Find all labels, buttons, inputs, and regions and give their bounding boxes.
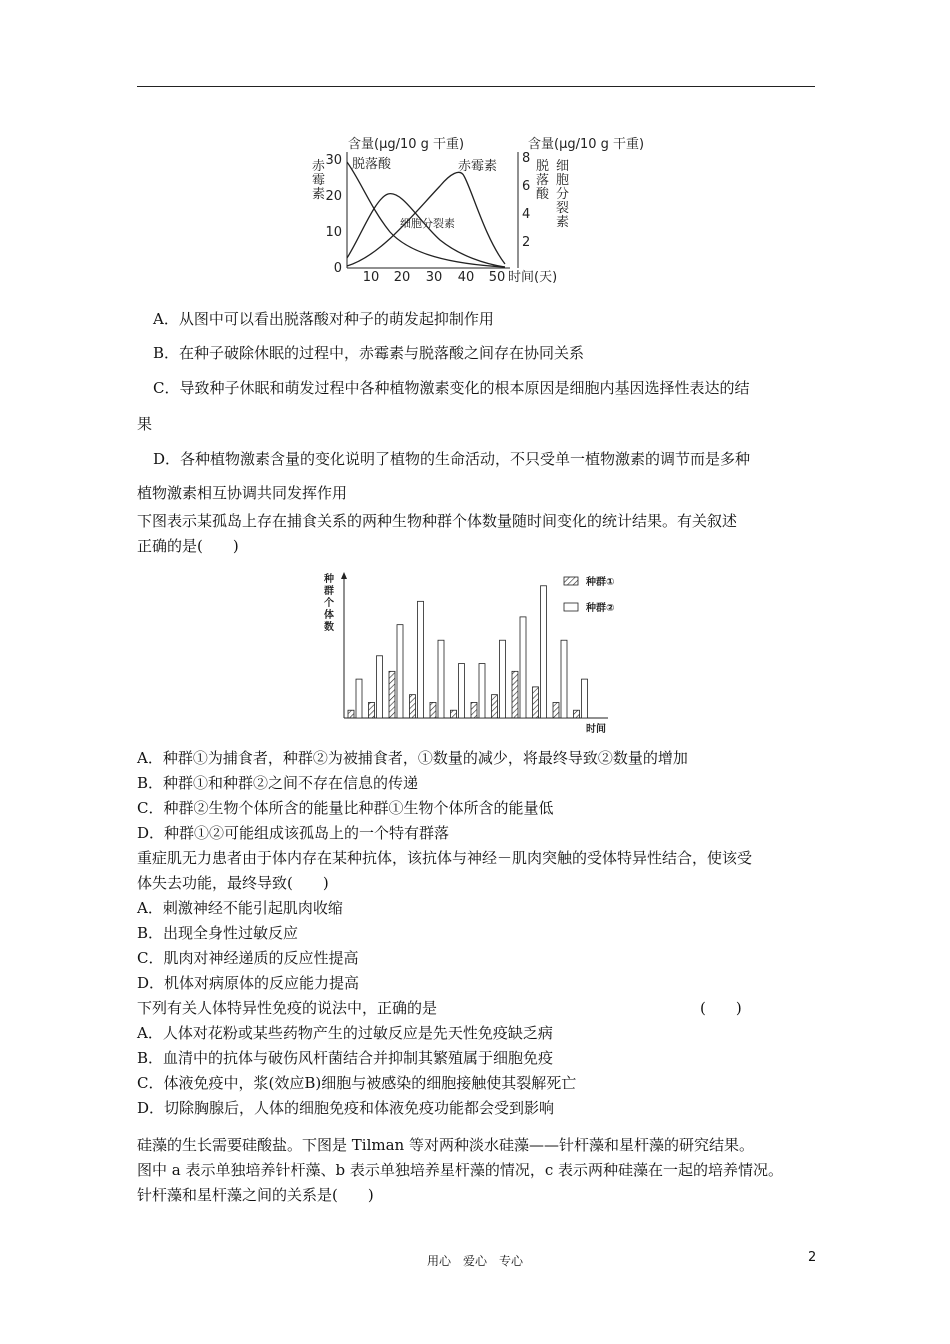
bar-population-1 <box>430 702 436 718</box>
prev-option-c-cont: 果 <box>137 415 153 433</box>
bar-population-1 <box>533 687 539 718</box>
q2-option-c: C．种群②生物个体所含的能量比种群①生物个体所含的能量低 <box>137 799 554 817</box>
bar-population-1 <box>492 695 498 718</box>
population-bar-chart <box>318 568 638 740</box>
bar-population-1 <box>451 710 457 718</box>
page-number: 2 <box>808 1250 817 1265</box>
svg-text:裂: 裂 <box>556 201 570 216</box>
prev-option-c: C．导致种子休眠和萌发过程中各种植物激素变化的根本原因是细胞内基因选择性表达的结 <box>153 379 750 397</box>
svg-text:群: 群 <box>324 586 334 597</box>
right-side-label-ck <box>556 159 569 230</box>
svg-text:个: 个 <box>324 598 334 609</box>
bar-population-2 <box>500 640 506 718</box>
bar-population-2 <box>356 679 362 718</box>
bar-population-1 <box>369 702 375 718</box>
q4-option-d: D．切除胸腺后，人体的细胞免疫和体液免疫功能都会受到影响 <box>137 1099 555 1117</box>
aba-curve-label: 脱落酸 <box>352 157 392 172</box>
x-axis-label: 时间(天) <box>508 270 558 285</box>
q2-option-b: B．种群①和种群②之间不存在信息的传递 <box>137 774 419 792</box>
bar-population-2 <box>459 664 465 718</box>
svg-text:酸: 酸 <box>536 187 550 202</box>
right-tick: 6 <box>522 179 531 194</box>
q4-answer-paren: ( ) <box>700 999 742 1017</box>
x-tick: 20 <box>393 270 411 285</box>
q4-option-b: B．血清中的抗体与破伤风杆菌结合并抑制其繁殖属于细胞免疫 <box>137 1049 554 1067</box>
right-side-label-aba <box>536 159 550 202</box>
bar-population-2 <box>418 601 424 718</box>
svg-text:分: 分 <box>556 187 570 202</box>
bar-population-1 <box>471 702 477 718</box>
legend-label-1: 种群① <box>586 577 615 588</box>
bar-population-2 <box>397 625 403 718</box>
left-tick: 10 <box>325 225 342 240</box>
footer-text: 用心 爱心 专心 <box>426 1254 523 1268</box>
bar-population-2 <box>561 640 567 718</box>
right-axis-label: 含量(μg/10 g 干重) <box>528 137 645 152</box>
right-tick: 4 <box>522 207 531 222</box>
legend <box>564 575 614 614</box>
bar-population-2 <box>377 656 383 718</box>
legend-swatch-1 <box>564 577 578 585</box>
q3-option-c: C．肌肉对神经递质的反应性提高 <box>137 949 359 967</box>
bar-population-2 <box>438 640 444 718</box>
q3-option-b: B．出现全身性过敏反应 <box>137 924 299 942</box>
q4-option-c: C．体液免疫中，浆(效应B)细胞与被感染的细胞接触使其裂解死亡 <box>137 1074 577 1092</box>
x-tick: 30 <box>425 270 443 285</box>
q3-option-a: A．刺激神经不能引起肌肉收缩 <box>137 899 343 917</box>
q5-stem-2: 图中 a 表示单独培养针杆藻、b 表示单独培养星杆藻的情况，c 表示两种硅藻在一起的培养情况。 <box>137 1161 784 1179</box>
right-tick: 8 <box>522 151 531 166</box>
bar-population-1 <box>553 702 559 718</box>
svg-text:数: 数 <box>324 622 334 633</box>
left-axis-label: 含量(μg/10 g 干重) <box>348 137 465 152</box>
q5-stem-1: 硅藻的生长需要硅酸盐。下图是 Tilman 等对两种淡水硅藻——针杆藻和星杆藻的研究结果。 <box>137 1136 754 1154</box>
svg-text:细: 细 <box>556 159 570 174</box>
left-tick: 0 <box>333 261 342 276</box>
hormone-figure <box>300 128 645 288</box>
left-side-label <box>312 158 326 202</box>
bar-population-1 <box>512 671 518 718</box>
left-tick: 30 <box>325 153 342 168</box>
q3-stem-cont: 体失去功能，最终导致( ) <box>137 874 329 892</box>
legend-swatch-2 <box>564 603 578 611</box>
svg-text:素: 素 <box>556 215 570 230</box>
y-axis-label <box>323 572 334 633</box>
q5-stem-3: 针杆藻和星杆藻之间的关系是( ) <box>137 1186 374 1204</box>
svg-text:体: 体 <box>324 610 334 621</box>
bar-population-1 <box>389 671 395 718</box>
svg-text:素: 素 <box>312 187 326 202</box>
x-axis-label: 时间 <box>586 724 606 735</box>
bar-population-1 <box>574 710 580 718</box>
right-tick: 2 <box>522 235 531 250</box>
q4-stem: 下列有关人体特异性免疫的说法中，正确的是 <box>137 999 438 1017</box>
svg-text:霉: 霉 <box>312 173 326 188</box>
ga-curve-label: 赤霉素 <box>458 159 498 174</box>
ck-curve-label: 细胞分裂素 <box>400 217 455 230</box>
left-tick: 20 <box>325 189 342 204</box>
prev-option-d: D．各种植物激素含量的变化说明了植物的生命活动，不只受单一植物激素的调节而是多种 <box>153 450 751 468</box>
x-tick: 10 <box>362 270 380 285</box>
x-tick: 50 <box>488 270 506 285</box>
y-axis-arrow <box>341 572 347 579</box>
header-rule <box>137 86 815 87</box>
bar-population-2 <box>582 679 588 718</box>
ck-curve <box>347 194 505 267</box>
svg-text:脱: 脱 <box>536 159 550 174</box>
prev-option-a: A．从图中可以看出脱落酸对种子的萌发起抑制作用 <box>153 310 494 328</box>
bar-population-1 <box>410 695 416 718</box>
svg-text:胞: 胞 <box>556 173 570 188</box>
legend-label-2: 种群② <box>586 603 615 614</box>
q2-option-a: A．种群①为捕食者，种群②为被捕食者，①数量的减少，将最终导致②数量的增加 <box>137 749 688 767</box>
q2-option-d: D．种群①②可能组成该孤岛上的一个特有群落 <box>137 824 450 842</box>
q3-stem: 重症肌无力患者由于体内存在某种抗体，该抗体与神经－肌肉突触的受体特异性结合，使该受 <box>137 849 753 867</box>
svg-text:种: 种 <box>324 574 334 585</box>
prev-option-b: B．在种子破除休眠的过程中，赤霉素与脱落酸之间存在协同关系 <box>153 344 585 362</box>
q2-stem-cont: 正确的是( ) <box>137 537 239 555</box>
q4-option-a: A．人体对花粉或某些药物产生的过敏反应是先天性免疫缺乏病 <box>137 1024 553 1042</box>
q2-stem: 下图表示某孤岛上存在捕食关系的两种生物种群个体数量随时间变化的统计结果。有关叙述 <box>137 512 738 530</box>
bar-population-1 <box>348 710 354 718</box>
q3-option-d: D．机体对病原体的反应能力提高 <box>137 974 360 992</box>
svg-text:落: 落 <box>536 173 550 188</box>
bar-population-2 <box>541 586 547 718</box>
bar-population-2 <box>479 664 485 718</box>
svg-text:赤: 赤 <box>312 159 326 174</box>
x-tick: 40 <box>457 270 475 285</box>
bar-population-2 <box>520 617 526 718</box>
prev-option-d-cont: 植物激素相互协调共同发挥作用 <box>137 484 348 502</box>
